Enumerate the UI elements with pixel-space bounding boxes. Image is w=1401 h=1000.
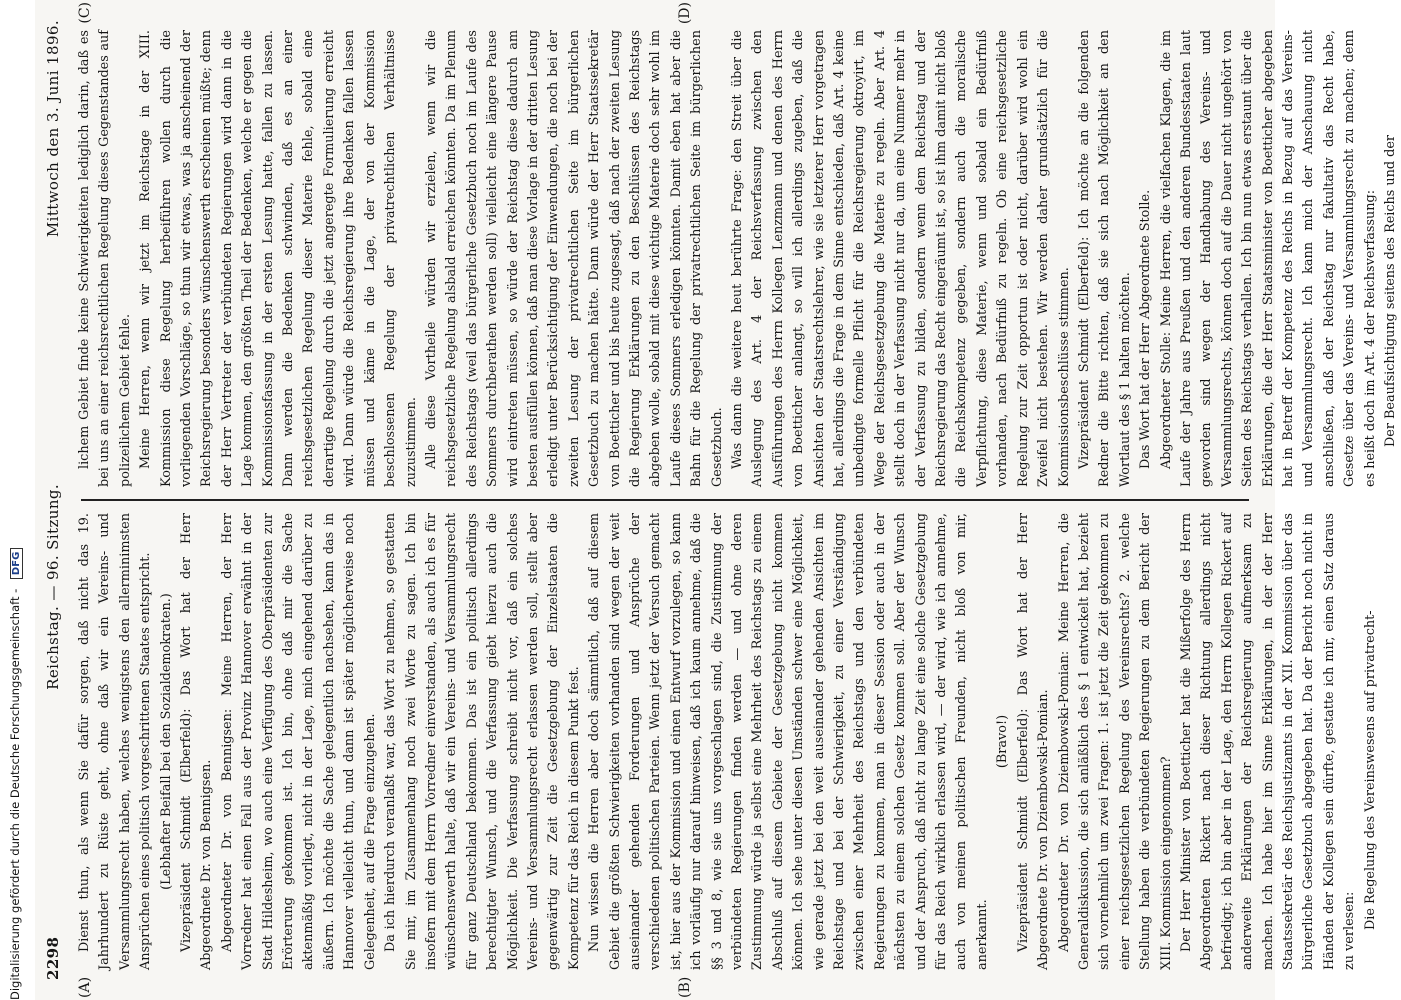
- session-date: Mittwoch den 3. Juni 1896.: [43, 20, 62, 238]
- digitization-credit-text: Digitalisierung gefördert durch die Deutsche Forschungsgemeinschaft -: [8, 588, 22, 1000]
- paragraph: lichem Gebiet finde keine Schwierigkeiten lediglich darin, daß es bei uns an einer reichsrechtlichen Regelung dieses Gegenstandes auf polizeilichem Gebiet fehle.: [77, 30, 133, 487]
- document-page: [35, 0, 1398, 1000]
- paragraph: Was dann die weitere heut berührte Frage: den Streit über die Auslegung des Art. 4 der Reichsverfassung zwischen den Ausführungen des Herrn Kollegen Lenzmann und denen des Herrn von Boetticher anlangt, so will ich allerdings zugeben, daß die Ansichten der Staatsrechtslehrer, wie sie letzterer Herr vorgetragen hat, allerdings die Frage in dem Sinne entschieden, daß Art. 4 keine unbedingte formelle Pflicht für die Reichsregierung oktroyirt, im Wege der Reichsgesetzgebung die Materie zu regeln. Aber Art. 4 stellt doch in der Verfassung nicht nur da, um eine Nummer mehr in der Verfassung zu bilden, sondern wenn dem Reichstag und der Reichsregierung das Recht eingeräumt ist, so ist ihm damit nicht bloß die Reichskompetenz gegeben, sondern auch die moralische Verpflichtung, diese Materie, wenn und sobald ein Bedürfniß vorhanden, nach Bedürfniß zu regeln. Ob eine reichsgesetzliche Regelung zur Zeit opportun ist oder nicht, darüber wird wohl ein Zweifel nicht bestehen. Wir werden daher grundsätzlich für die Kommissionsbeschlüsse stimmen.: [730, 30, 1072, 487]
- paragraph: Vizepräsident Schmidt (Elberfeld): Das Wort hat der Herr Abgeordnete Dr. von Dziembowski-Pomian.: [1015, 513, 1052, 970]
- page-header: [39, 20, 67, 980]
- dfg-logo: DFG: [10, 548, 23, 579]
- paragraph: (Bravo!): [995, 714, 1011, 769]
- paragraph: (Lebhafter Beifall bei den Sozialdemokraten.): [158, 593, 174, 890]
- margin-letter-c: (C): [77, 2, 93, 24]
- text-columns: [75, 30, 1398, 970]
- margin-letter-a: (A): [77, 976, 93, 998]
- paragraph: Abgeordneter Stolle: Meine Herren, die vielfachen Klagen, die im Laufe der Jahre aus Preußen und den anderen Bundesstaaten laut geworden sind wegen der Handhabung des Vereins- und Versammlungsrechts, können doch auf die Dauer nicht ungehört von Seiten des Reichstags verhallen. Ich bin nun etwas erstaunt über die Erklärungen, die der Herr Staatsminister von Boetticher abgegeben hat in Betreff der Kompetenz des Reichs in Bezug auf das Vereins- und Versammlungsrecht. Ich kann mich der Anschauung nicht anschließen, daß der Reichstag nur fakultativ das Recht habe, Gesetze über das Vereins- und Versammlungsrecht zu machen; denn es heißt doch im Art. 4 der Reichsverfassung:: [1158, 30, 1378, 487]
- paragraph: Der Herr Minister von Boetticher hat die Mißerfolge des Herrn Abgeordneten Rickert nach dieser Richtung allerdings nicht befriedigt; ich bin aber in der Lage, den Herrn Kollegen Rickert auf anderweite Erklärungen der Reichsregierung aufmerksam zu machen. Ich habe hier im Sinne Erklärungen, in der der Herr Staatssekretär des Reichsjustizamts in der XII. Kommission über das bürgerliche Gesetzbuch abgegeben hat. Da der Bericht noch nicht in Händen der Kollegen sein dürfte, gestatte ich mir, einen Satz daraus zu verlesen:: [1178, 513, 1358, 970]
- margin-letter-b: (B): [677, 976, 693, 998]
- paragraph: Da ich hierdurch veranlaßt war, das Wort zu nehmen, so gestatten Sie mir, im Zusammenhang noch zwei Worte zu sagen. Ich bin insofern mit dem Herrn Vorredner einverstanden, als auch ich es für wünschenswerth halte, daß wir ein Vereins- und Versammlungsrecht für ganz Deutschland bekommen. Das ist ein politisch allerdings berechtigter Wunsch, und die Verfassung giebt hierzu auch die Möglichkeit. Die Verfassung schreibt nicht vor, daß ein solches Vereins- und Versammlungsrecht erlassen werden soll, stellt aber gegenwärtig zur Zeit die Gesetzgebung der Einzelstaaten die Kompetenz für das Reich in diesem Punkt fest.: [383, 513, 582, 970]
- paragraph: Meine Herren, wenn wir jetzt im Reichstage in der XIII. Kommission diese Regelung herbeiführen wollen durch die vorliegenden Vorschläge, so thun wir etwas, was ja anscheinend der Reichsregierung besonders wünschenswerth erscheinen müßte; denn der Herr Vertreter der verbündeten Regierungen wird dann in die Lage kommen, den größten Theil der Bedenken, welche er gegen die Kommissionsfassung in der ersten Lesung hatte, fallen zu lassen. Dann werden die Bedenken schwinden, daß es an einer reichsgesetzlichen Regelung dieser Materie fehle, sobald eine derartige Regelung durch die jetzt angeregte Formulierung erreicht wird. Dann würde die Reichsregierung ihre Bedenken fallen lassen müssen und käme in die Lage, der von der Kommission beschlossenen Regelung der privatrechtlichen Verhältnisse zuzustimmen.: [138, 30, 419, 487]
- session-title: Reichstag. — 96. Sitzung.: [43, 483, 62, 690]
- paragraph: Alle diese Vortheile würden wir erzielen, wenn wir die reichsgesetzliche Regelung alsbald erreichen könnten. Da im Plenum des Reichstags (weil das bürgerliche Gesetzbuch noch im Laufe des Sommers durchberathen werden soll) vielleicht eine längere Pause wird eintreten müssen, so würde der Reichstag diese dadurch am besten ausfüllen können, daß man diese Vorlage in der dritten Lesung erledigt unter Berücksichtigung der Einwendungen, die noch bei der zweiten Lesung der privatrechtlichen Seite im bürgerlichen Gesetzbuch zu machen hätte. Dann würde der Herr Staatssekretär von Boetticher und bis heute zugesagt, daß nach der zweiten Lesung die Regierung Erklärungen zu den Beschlüssen des Reichstags abgeben wolle, sobald mit diese wichtige Materie doch sehr wohl im Laufe dieses Sommers erledigen könnten. Damit eben hat aber die Bahn für die Regelung der privatrechtlichen Seite im bürgerlichen Gesetzbuch.: [423, 30, 725, 487]
- left-column: [75, 513, 1378, 970]
- column-divider: [81, 499, 1249, 501]
- paragraph: Vizepräsident Schmidt (Elberfeld): Ich möchte an die folgenden Redner die Bitte richten, daß sie sich nach Möglichkeit an den Wortlaut des § 1 halten möchten.: [1076, 30, 1133, 487]
- margin-letter-d: (D): [677, 2, 693, 25]
- paragraph: Nun wissen die Herren aber doch sämmtlich, daß auf diesem Gebiet die größten Schwierigkeiten vorhanden sind wegen der weit auseinander gehenden Forderungen und Ansprüche der verschiedenen politischen Parteien. Wenn jetzt der Versuch gemacht ist, hier aus der Kommission und einen Entwurf vorzulegen, so kann ich vorläufig nur darauf hinweisen, daß ich kaum annehme, daß die §§ 3 und 8, wie sie uns vorgeschlagen sind, die Zustimmung der verbündeten Regierungen finden werden — und ohne deren Zustimmung würde ja selbst eine Mehrheit des Reichstags zu einem Abschluß auf diesem Gebiete der Gesetzgebung nicht kommen können. Ich sehe unter diesen Umständen schwer eine Möglichkeit, wie gerade jetzt bei den weit auseinander gehenden Ansichten im Reichstage und bei der Schwierigkeit, zu einer Verständigung zwischen einer Mehrheit des Reichstags und den verbündeten Regierungen zu kommen, man in dieser Session oder auch in der nächsten zu einem solchen Gesetz kommen soll. Aber der Wunsch und der Anspruch, daß nicht zu lange Zeit eine solche Gesetzgebung für das Reich wirklich erlassen wird, — der wird, wie ich annehme, auch von meinen politischen Freunden, nicht bloß von mir, anerkannt.: [587, 513, 990, 970]
- paragraph: Vizepräsident Schmidt (Elberfeld): Das Wort hat der Herr Abgeordnete Dr. von Bennigsen.: [179, 513, 215, 970]
- paragraph: Dienst thun, als wenn Sie dafür sorgen, daß nicht das 19. Jahrhundert zu Rüste geht, ohne daß wir ein Vereins- und Versammlungsrecht haben, welches wenigstens den allerminimsten Ansprüchen eines politisch vorgeschrittenen Staates entspricht.: [77, 513, 154, 970]
- paragraph: Das Wort hat der Herr Abgeordnete Stolle.: [1138, 189, 1154, 469]
- paragraph: Der Beaufsichtigung seitens des Reichs und der: [1383, 134, 1398, 447]
- right-column: [75, 30, 1398, 487]
- paragraph: Abgeordneter Dr. von Dziembowski-Pomian: Meine Herren, die Generaldiskussion, die sich anläßlich des § 1 entwickelt hat, bezieht sich vornehmlich um zwei Fragen: 1. ist jetzt die Zeit gekommen zu einer reichsgesetzlichen Regelung des Vereinsrechts? 2. welche Stellung haben die verbündeten Regierungen zu dem Bericht der XIII. Kommission eingenommen?: [1056, 513, 1174, 970]
- digitization-credit: [8, 10, 23, 1000]
- paragraph: Die Regelung des Vereinswesens auf privatrecht-: [1362, 610, 1378, 930]
- paragraph: Abgeordneter Dr. von Bennigsen: Meine Herren, der Herr Vorredner hat einen Fall aus der Provinz Hannover erwähnt in der Stadt Hildesheim, wo auch eine Verfügung des Oberpräsidenten zur Erörterung gekommen ist. Ich bin, ohne daß mir die Sache aktenmäßig vorliegt, nicht in der Lage, mich eingehend darüber zu äußern. Ich möchte die Sache gelegentlich nachsehen, kann das in Hannover vielleicht thun, und dann ist später möglicherweise noch Gelegenheit, auf die Frage einzugehen.: [219, 513, 378, 970]
- page-number: 2298: [43, 936, 62, 980]
- digitization-credit-strip: [0, 0, 22, 1000]
